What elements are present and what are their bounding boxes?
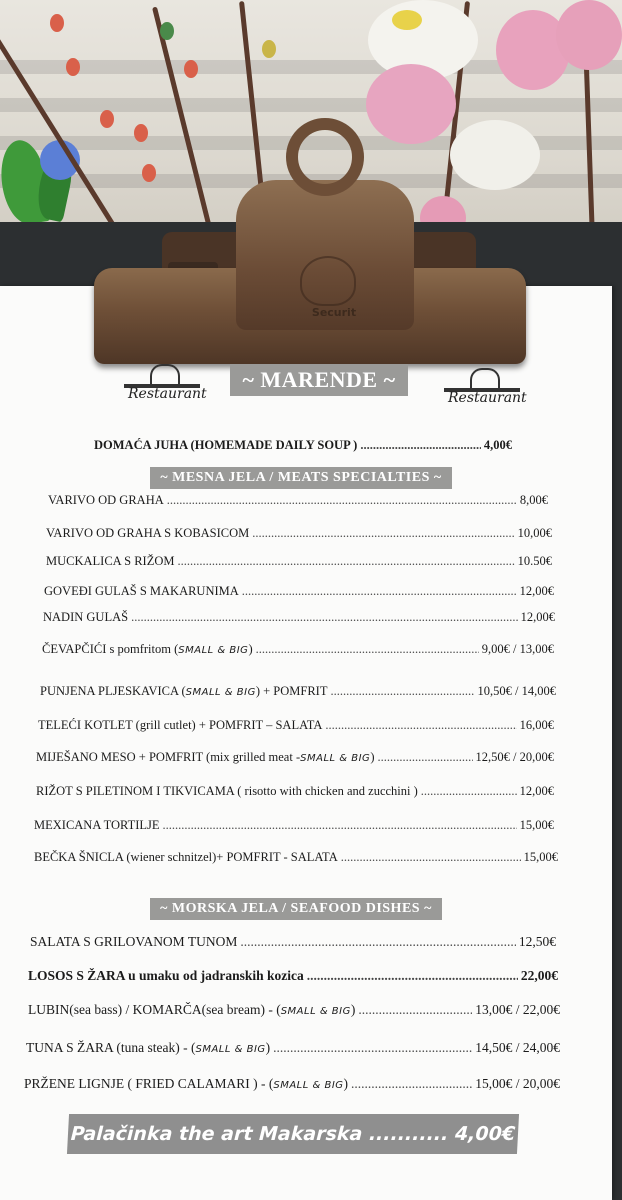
item-price: 16,00€: [519, 718, 554, 732]
menu-item: [26, 1040, 560, 1056]
dot-leader: [167, 493, 517, 508]
section-heading-seafood: ~ MORSKA JELA / SEAFOOD DISHES ~: [150, 898, 442, 920]
clip-ring: [286, 118, 364, 196]
menu-item: [43, 610, 555, 625]
chef-hat-icon: [150, 364, 180, 384]
dot-leader: [351, 1076, 472, 1092]
item-name: LOSOS S ŽARA u umaku od jadranskih kozica: [28, 968, 304, 983]
item-price: 10,00€: [517, 526, 552, 540]
restaurant-logo-right: [444, 368, 527, 414]
item-name: TUNA S ŽARA (tuna steak) - (: [26, 1040, 196, 1055]
menu-paper: [0, 286, 612, 1200]
item-name-tail: ): [350, 1002, 356, 1017]
menu-item: [34, 850, 558, 865]
dot-leader: [256, 642, 479, 657]
dot-leader: [242, 584, 517, 599]
menu-title: ~ MARENDE ~: [230, 364, 408, 396]
item-price: 15,00€: [519, 818, 554, 832]
menu-item: [42, 642, 554, 657]
item-name: LUBIN(sea bass) / KOMARČA(sea bream) - (: [28, 1002, 281, 1017]
item-price: 12,00€: [519, 784, 554, 798]
item-name: ČEVAPČIĆI s pomfritom (: [42, 642, 179, 656]
menu-item: [28, 1002, 560, 1018]
item-price: 4,00€: [483, 438, 512, 452]
size-note: SMALL & BIG: [195, 1044, 266, 1055]
menu-item: [24, 1076, 560, 1092]
menu-item: [36, 784, 554, 799]
item-name: PRŽENE LIGNJE ( FRIED CALAMARI ) - (: [24, 1076, 274, 1091]
item-price: 10.50€: [517, 554, 552, 568]
size-note: SMALL & BIG: [185, 687, 256, 698]
item-name-tail: ): [343, 1076, 349, 1091]
item-name: MEXICANA TORTILJE: [34, 818, 160, 832]
item-name: GOVEĐI GULAŠ S MAKARUNIMA: [44, 584, 239, 598]
size-note: SMALL & BIG: [280, 1006, 351, 1017]
item-price: 12,00€: [520, 610, 555, 624]
dot-leader: [341, 850, 521, 865]
item-price: 10,50€ / 14,00€: [477, 684, 556, 698]
size-note: SMALL & BIG: [178, 645, 249, 656]
menu-item: [46, 526, 552, 541]
clip-brand: Securit: [311, 306, 357, 319]
item-price: 14,50€ / 24,00€: [475, 1040, 560, 1055]
item-name-tail: ): [248, 642, 253, 656]
dot-leader: [325, 718, 516, 733]
item-name: VARIVO OD GRAHA: [48, 493, 164, 507]
menu-item: [48, 493, 548, 508]
item-name: SALATA S GRILOVANOM TUNOM: [30, 934, 238, 949]
item-name: MIJEŠANO MESO + POMFRIT (mix grilled meat -: [36, 750, 301, 764]
item-price: 12,50€ / 20,00€: [475, 750, 554, 764]
dot-leader: [421, 784, 517, 799]
item-name: MUCKALICA S RIŽOM: [46, 554, 175, 568]
menu-item: [44, 584, 554, 599]
size-note: SMALL & BIG: [300, 753, 371, 764]
item-name: TELEĆI KOTLET (grill cutlet) + POMFRIT – SALATA: [38, 718, 323, 732]
section-heading-meats: ~ MESNA JELA / MEATS SPECIALTIES ~: [150, 467, 452, 489]
menu-item: [40, 684, 556, 699]
size-note: SMALL & BIG: [273, 1080, 344, 1091]
menu-item-soup: [94, 438, 512, 453]
menu-item: [38, 718, 554, 733]
item-name: RIŽOT S PILETINOM I TIKVICAMA ( risotto with chicken and zucchini ): [36, 784, 418, 798]
menu-item: [30, 934, 556, 950]
item-price: 9,00€ / 13,00€: [481, 642, 554, 656]
dot-leader: [240, 934, 516, 950]
item-name-tail: ): [370, 750, 375, 764]
item-price: 15,00€: [523, 850, 558, 864]
dot-leader: [377, 750, 472, 765]
dot-leader: [307, 968, 518, 984]
dot-leader: [163, 818, 517, 833]
item-price: 13,00€ / 22,00€: [475, 1002, 560, 1017]
dot-leader: [131, 610, 518, 625]
menu-item: [34, 818, 554, 833]
item-price: 12,00€: [519, 584, 554, 598]
dot-leader: [252, 526, 514, 541]
logo-text: Restaurant: [448, 390, 527, 406]
footer-pancake-banner: Palačinka the art Makarska ........... 4,00€: [67, 1114, 519, 1154]
item-price: 15,00€ / 20,00€: [475, 1076, 560, 1091]
item-name: BEČKA ŠNICLA (wiener schnitzel)+ POMFRIT - SALATA: [34, 850, 338, 864]
menu-item: [28, 968, 558, 984]
menu-item: [36, 750, 554, 765]
item-price: 8,00€: [519, 493, 548, 507]
item-name: VARIVO OD GRAHA S KOBASICOM: [46, 526, 250, 540]
item-price: 12,50€: [518, 934, 556, 949]
item-name: PUNJENA PLJESKAVICA (: [40, 684, 186, 698]
clip-logo-icon: [300, 256, 356, 306]
logo-text: Restaurant: [128, 386, 207, 402]
item-name: NADIN GULAŠ: [43, 610, 129, 624]
chef-hat-icon: [470, 368, 500, 388]
restaurant-logo-left: [124, 364, 207, 410]
item-price: 22,00€: [520, 968, 558, 983]
dot-leader: [360, 438, 481, 453]
dot-leader: [358, 1002, 472, 1018]
dot-leader: [330, 684, 474, 699]
dot-leader: [273, 1040, 472, 1056]
item-name-tail: ): [265, 1040, 271, 1055]
flower-pink: [366, 64, 456, 144]
item-name: DOMAĆA JUHA (HOMEMADE DAILY SOUP ): [94, 438, 358, 452]
item-name-tail: ) + POMFRIT: [255, 684, 328, 698]
dot-leader: [178, 554, 515, 569]
menu-item: [46, 554, 552, 569]
